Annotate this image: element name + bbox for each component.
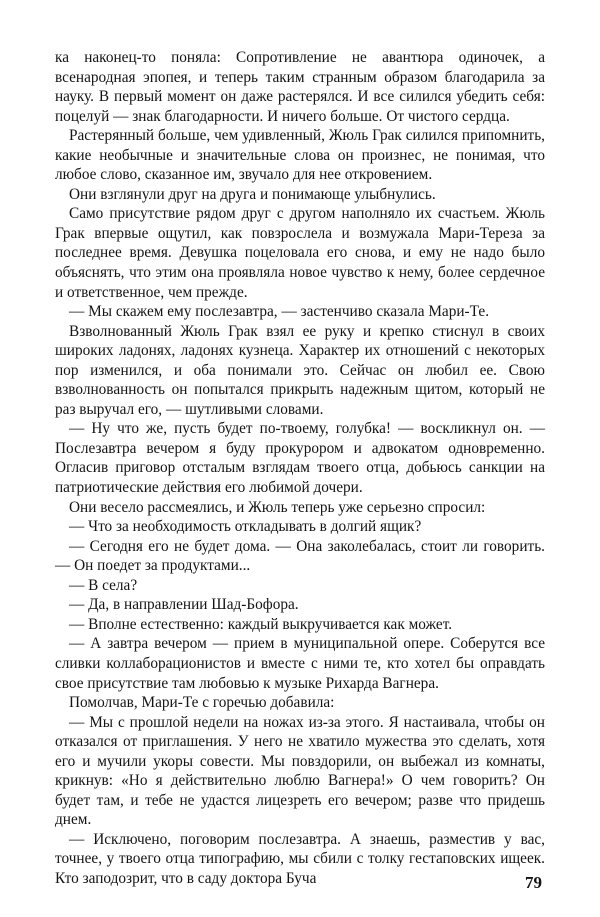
page-number: 79	[525, 873, 542, 892]
paragraph: — В села?	[69, 576, 138, 594]
paragraph: — Ну что же, пусть будет по-твоему, голубка! — воскликнул он. — Послезавтра вечером я буду прокурором и адвокатом одновременно. Огласив приговор отсталым взглядам твоего отца, добьюсь санкции на патриотические действия его любимой дочери.	[55, 420, 545, 497]
paragraph: — Мы с прошлой недели на ножах из-за этого. Я настаивала, чтобы он отказался от приглашения. У него не хватило мужества это сделать, хотя его и мучили укоры совести. Мы повздорили, он выбежал из комнаты, крикнув: «Но я действительно люблю Вагнера!» О чем говорить? Он будет там, и тебе не удастся лицезреть его вечером; разве что придешь днем.	[55, 713, 545, 829]
paragraph: Помолчав, Мари-Те с горечью добавила:	[69, 694, 335, 712]
paragraph: — Мы скажем ему послезавтра, — застенчиво сказала Мари-Те.	[69, 303, 490, 321]
paragraph: — Исключено, поговорим послезавтра. А знаешь, разместив у вас, точнее, у твоего отца типографию, мы сбили с толку гестаповских ищеек. Кто заподозрит, что в саду доктора Буча	[55, 830, 545, 887]
paragraph: — Что за необходимость откладывать в долгий ящик?	[69, 518, 422, 536]
paragraph: Взволнованный Жюль Грак взял ее руку и крепко стиснул в своих широких ладонях, ладонях кузнеца. Характер их отношений с некоторых пор изменился, и оба понимали это. Сейчас он любил ее. Свою взволнованность он попытался прикрыть надежным щитом, который не раз выручал его, — шутливыми словами.	[55, 322, 545, 418]
paragraph: — А завтра вечером — прием в муниципальной опере. Соберутся все сливки коллаборационистов и вместе с ними те, кто хотел бы оправдать свое присутствие там любовью к музыке Рихарда Вагнера.	[55, 635, 545, 692]
paragraph: — Сегодня его не будет дома. — Она заколебалась, стоит ли говорить. — Он поедет за продуктами...	[55, 537, 545, 575]
paragraph: Они взглянули друг на друга и понимающе улыбнулись.	[69, 185, 436, 203]
paragraph: Они весело рассмеялись, и Жюль теперь уже серьезно спросил:	[69, 498, 486, 516]
paragraph: Само присутствие рядом друг с другом наполняло их счастьем. Жюль Грак впервые ощутил, как повзрослела и возмужала Мари-Тереза за последнее время. Девушка поцеловала его снова, и ему не надо было объяснять, что этим она проявляла новое чувство к нему, более сердечное и ответственное, чем прежде.	[55, 205, 545, 301]
paragraph: — Да, в направлении Шад-Бофора.	[69, 596, 299, 614]
paragraph: Растерянный больше, чем удивленный, Жюль Грак силился припомнить, какие необычные и значительные слова он произнес, не понимая, что любое слово, сказанное им, звучало для нее откровением.	[55, 127, 545, 184]
page-text	[55, 48, 545, 889]
paragraph: ка наконец-то поняла: Сопротивление не авантюра одиночек, а всенародная эпопея, и теперь таким странным образом благодарила за науку. В первый момент он даже растерялся. И все силился убедить себя: поцелуй — знак благодарности. И ничего больше. От чистого сердца.	[55, 49, 545, 125]
paragraph: — Вполне естественно: каждый выкручивается как может.	[69, 615, 453, 633]
